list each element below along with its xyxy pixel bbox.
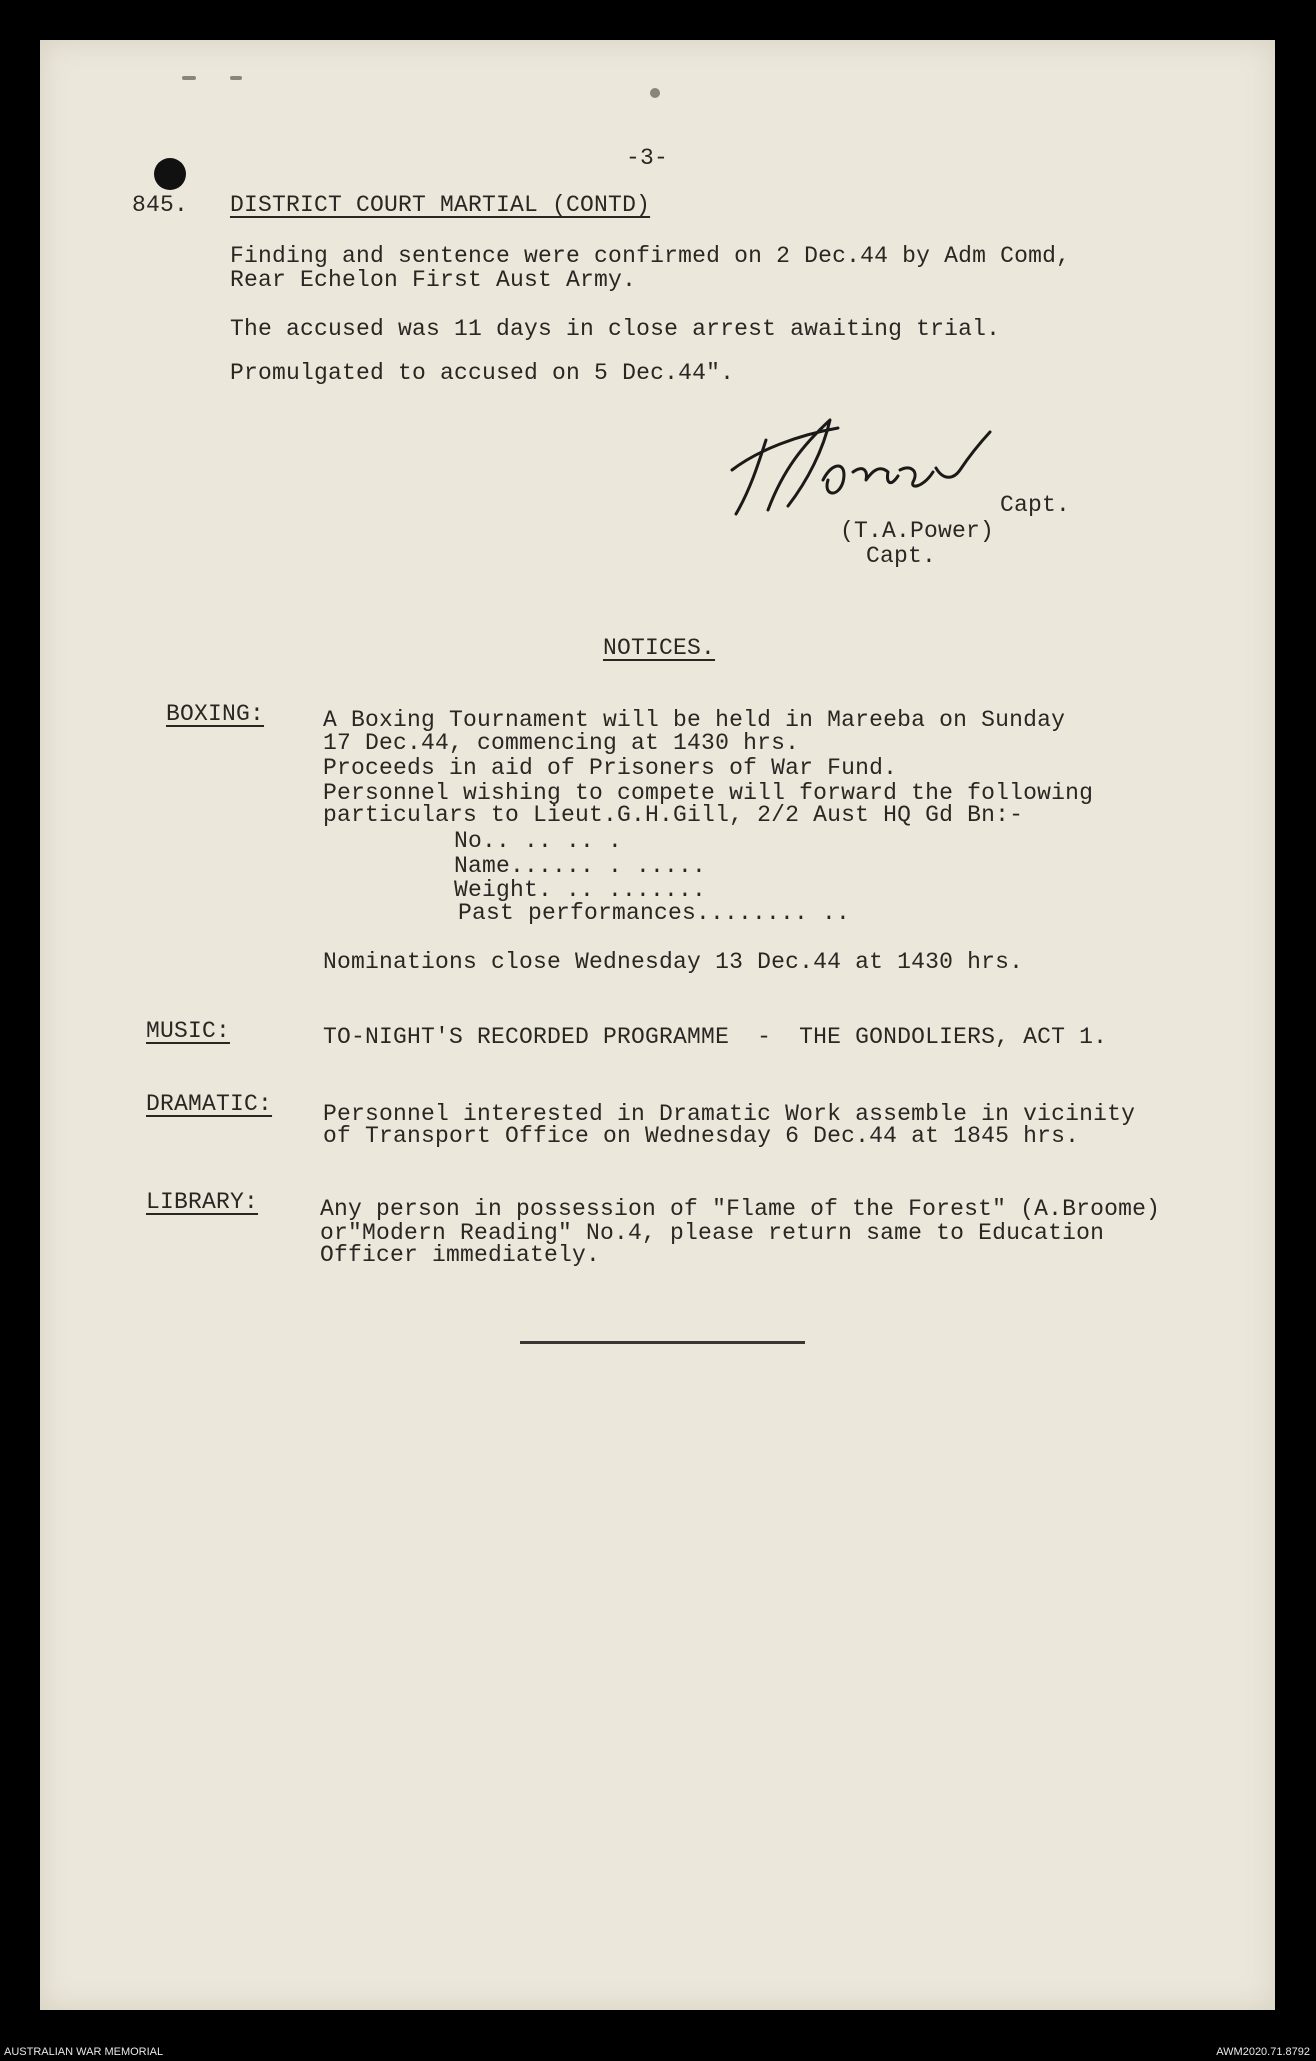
music-text: TO-NIGHT'S RECORDED PROGRAMME - THE GONDOLIERS, ACT 1. [323,1024,1108,1050]
boxing-line: Personnel wishing to compete will forward the following [323,780,1094,806]
dramatic-label: DRAMATIC: [146,1091,273,1117]
signature-rank-right: Capt. [1000,492,1071,518]
paper-mark [650,88,660,98]
paper-mark [230,76,242,80]
form-field: Weight. .. ....... [454,877,707,903]
paper-mark [182,76,196,80]
boxing-line: particulars to Lieut.G.H.Gill, 2/2 Aust HQ Gd Bn:- [323,802,1024,828]
section-title: DISTRICT COURT MARTIAL (CONTD) [230,192,651,218]
boxing-line: A Boxing Tournament will be held in Mareeba on Sunday [323,707,1066,733]
section-line: Promulgated to accused on 5 Dec.44". [230,360,735,386]
boxing-line: Proceeds in aid of Prisoners of War Fund. [323,755,898,781]
library-line: or"Modern Reading" No.4, please return same to Education [320,1220,1105,1246]
closing-divider [520,1341,805,1344]
punch-hole [154,158,186,190]
signatory-rank: Capt. [866,543,937,569]
dramatic-line: of Transport Office on Wednesday 6 Dec.44 at 1845 hrs. [323,1123,1080,1149]
page-number: -3- [626,145,669,171]
section-line: Finding and sentence were confirmed on 2 Dec.44 by Adm Comd, [230,243,1071,269]
archive-reference: AWM2020.71.8792 [1216,2046,1310,2058]
form-field: No.. .. .. . [454,828,623,854]
boxing-label: BOXING: [166,701,265,727]
library-line: Officer immediately. [320,1242,601,1268]
library-label: LIBRARY: [146,1189,259,1215]
section-line: Rear Echelon First Aust Army. [230,267,637,293]
form-field: Name...... . ..... [454,853,707,879]
form-field: Past performances........ .. [458,900,851,926]
music-label: MUSIC: [146,1018,231,1044]
dramatic-line: Personnel interested in Dramatic Work assemble in vicinity [323,1101,1136,1127]
boxing-closing: Nominations close Wednesday 13 Dec.44 at 1430 hrs. [323,949,1024,975]
section-number: 845. [132,192,189,218]
notices-heading: NOTICES. [603,635,716,661]
archive-credit: AUSTRALIAN WAR MEMORIAL [4,2046,164,2058]
library-line: Any person in possession of "Flame of the Forest" (A.Broome) [320,1196,1161,1222]
signatory-name: (T.A.Power) [840,518,995,544]
section-line: The accused was 11 days in close arrest awaiting trial. [230,316,1001,342]
boxing-line: 17 Dec.44, commencing at 1430 hrs. [323,730,800,756]
